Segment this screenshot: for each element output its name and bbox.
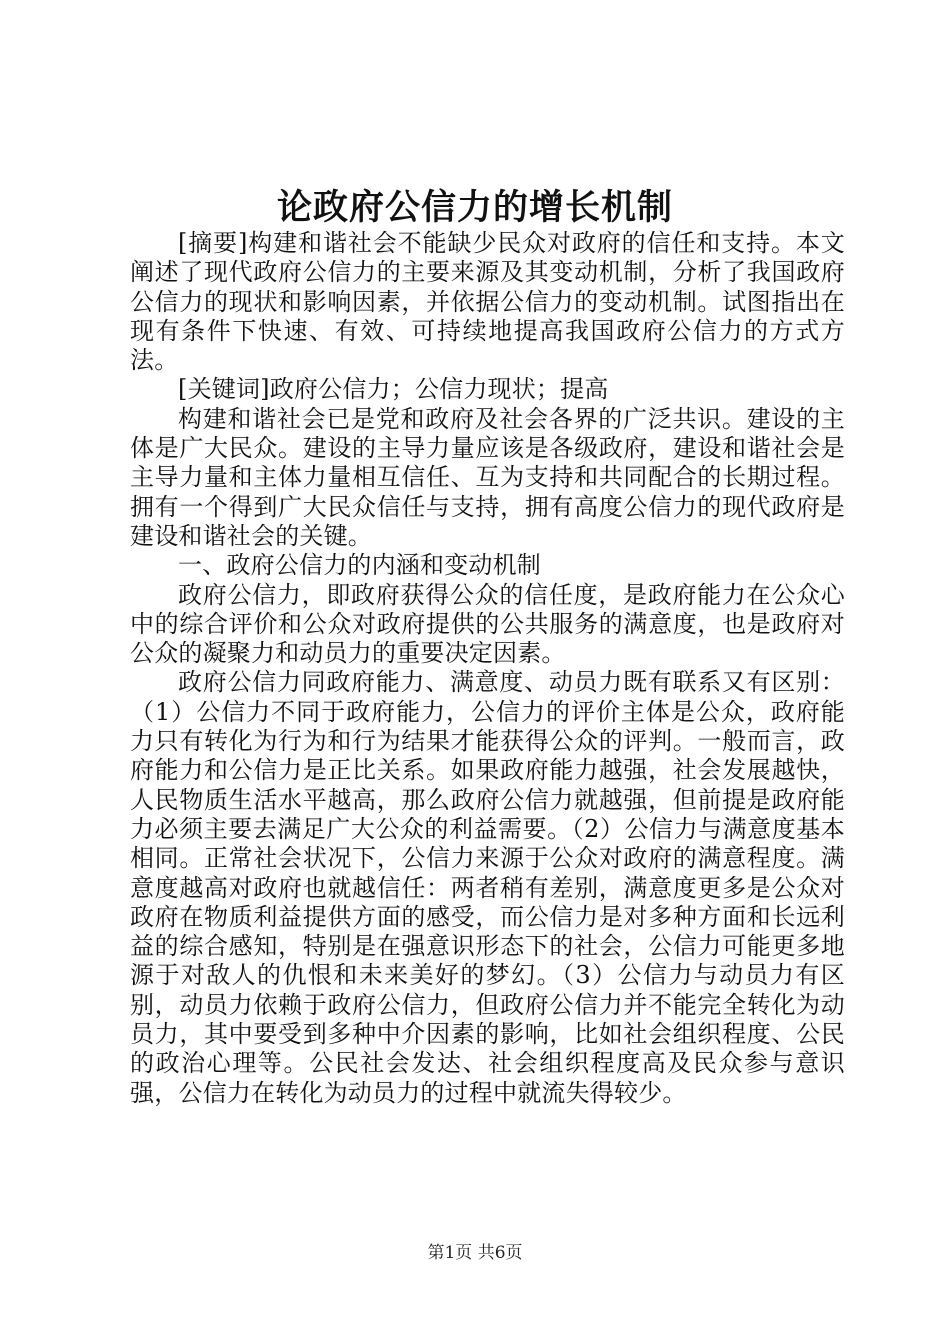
keywords-paragraph: [关键词]政府公信力；公信力现状；提高 [178,375,609,404]
section-heading: 一、政府公信力的内涵和变动机制 [178,551,541,580]
intro-paragraph: 构建和谐社会已是党和政府及社会各界的广泛共识。建设的主体是广大民众。建设的主导力量应该是各级政府，建设和谐社会是主导力量和主体力量相互信任、互为支持和共同配合的长期过程。拥有一个得到广大民众信任与支持，拥有高度公信力的现代政府是建设和谐社会的关键。 [130,404,845,550]
document-body [130,229,845,1108]
document-title: 论政府公信力的增长机制 [276,187,673,228]
definition-paragraph: 政府公信力，即政府获得公众的信任度，是政府能力在公众心中的综合评价和公众对政府提供的公共服务的满意度，也是政府对公众的凝聚力和动员力的重要决定因素。 [130,580,845,668]
abstract-paragraph: [摘要]构建和谐社会不能缺少民众对政府的信任和支持。本文阐述了现代政府公信力的主要来源及其变动机制，分析了我国政府公信力的现状和影响因素，并依据公信力的变动机制。试图指出在现有条件下快速、有效、可持续地提高我国政府公信力的方式方法。 [130,229,845,375]
distinction-paragraph: 政府公信力同政府能力、满意度、动员力既有联系又有区别：（1）公信力不同于政府能力，公信力的评价主体是公众，政府能力只有转化为行为和行为结果才能获得公众的评判。一般而言，政府能力和公信力是正比关系。如果政府能力越强，社会发展越快，人民物质生活水平越高，那么政府公信力就越强，但前提是政府能力必须主要去满足广大公众的利益需要。（2）公信力与满意度基本相同。正常社会状况下，公信力来源于公众对政府的满意程度。满意度越高对政府也就越信任：两者稍有差别，满意度更多是公众对政府在物质利益提供方面的感受，而公信力是对多种方面和长远利益的综合感知，特别是在强意识形态下的社会，公信力可能更多地源于对敌人的仇恨和未来美好的梦幻。（3）公信力与动员力有区别，动员力依赖于政府公信力，但政府公信力并不能完全转化为动员力，其中要受到多种中介因素的影响，比如社会组织程度、公民的政治心理等。公民社会发达、社会组织程度高及民众参与意识强，公信力在转化为动员力的过程中就流失得较少。 [130,668,845,1107]
page-number: 第1页 共6页 [427,1243,523,1263]
